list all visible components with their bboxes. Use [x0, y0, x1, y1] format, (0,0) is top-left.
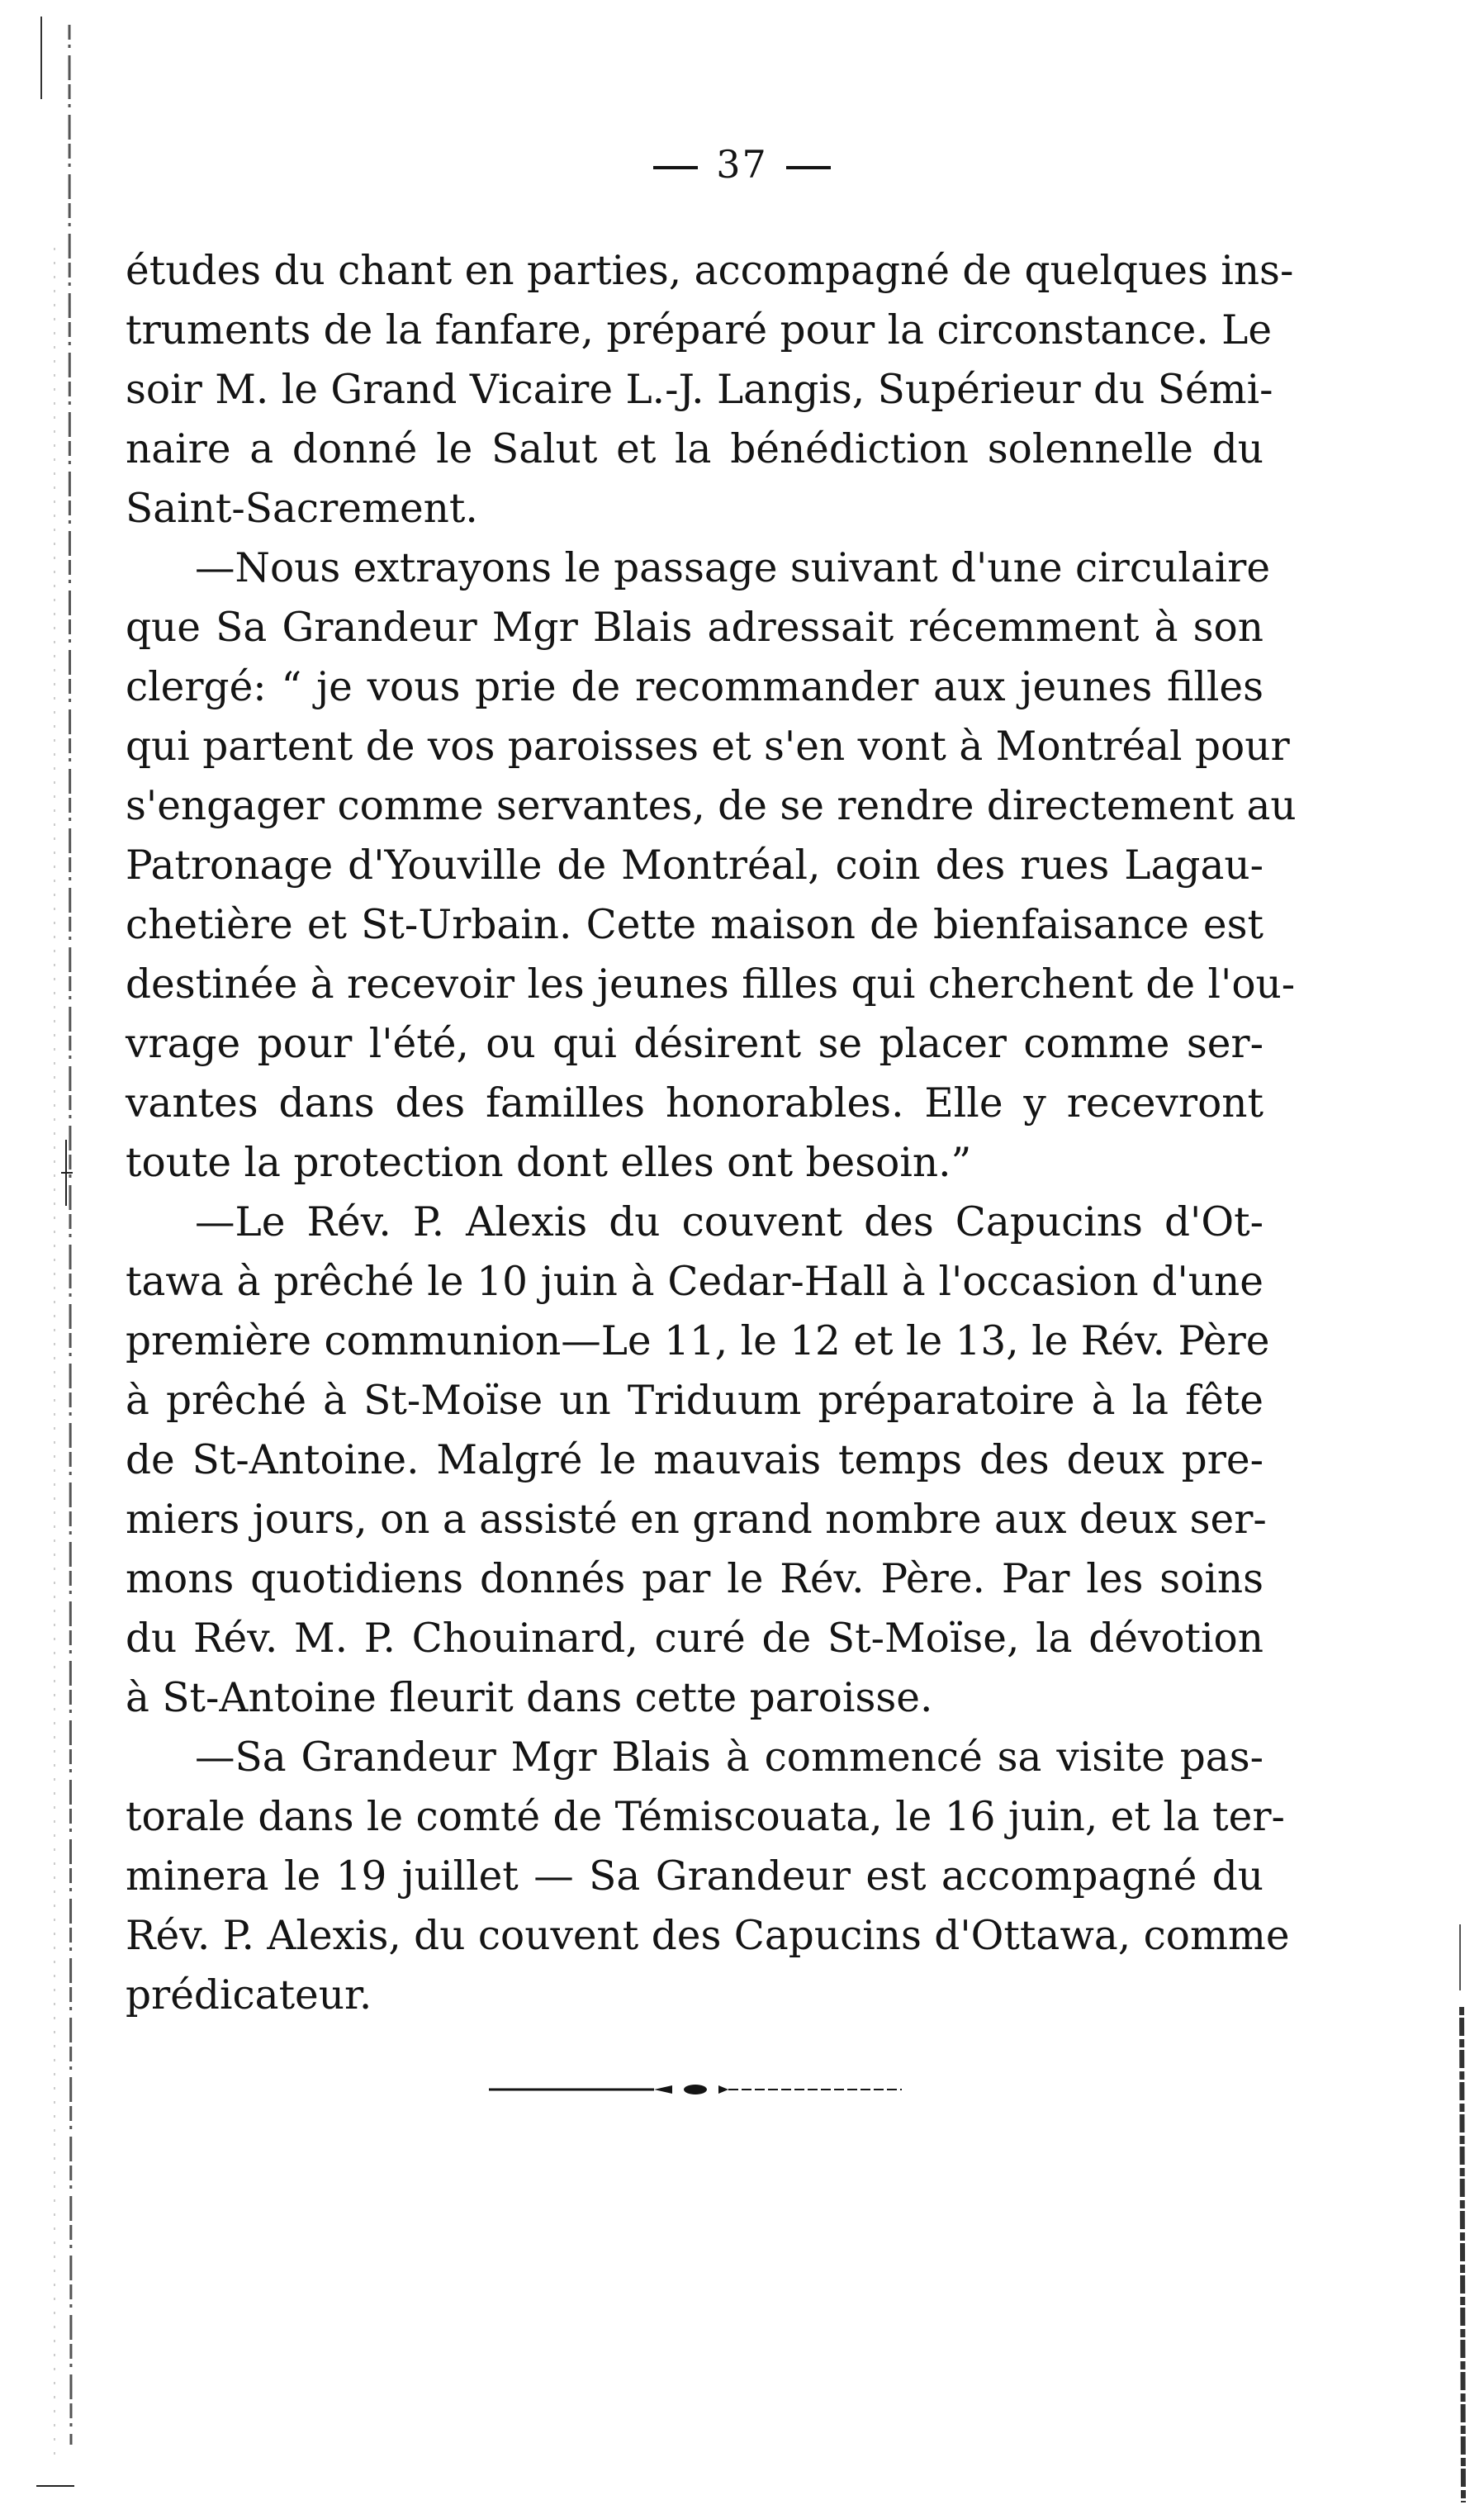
text-line: miers jours, on a assisté en grand nombre aux deux ser-	[126, 1497, 1267, 1543]
text-line: soir M. le Grand Vicaire L.-J. Langis, Supérieur du Sémi-	[126, 367, 1273, 413]
text-line: toute la protection dont elles ont besoin.”	[126, 1140, 972, 1186]
text-line: truments de la fanfare, préparé pour la circonstance. Le	[126, 307, 1273, 353]
section-end-ornament	[489, 2081, 902, 2098]
text-line: Patronage d'Youville de Montréal, coin des rues Lagau-	[126, 842, 1264, 889]
text-line: mons quotidiens donnés par le Rév. Père. Par les soins	[126, 1556, 1264, 1602]
page-number	[0, 142, 1484, 187]
text-line: à prêché à St-Moïse un Triduum préparatoire à la fête	[126, 1378, 1264, 1424]
text-line: que Sa Grandeur Mgr Blais adressait récemment à son	[126, 605, 1264, 651]
text-line: torale dans le comté de Témiscouata, le 16 juin, et la ter-	[126, 1794, 1285, 1840]
text-line: prédicateur.	[126, 1972, 372, 2019]
text-line: de St-Antoine. Malgré le mauvais temps des deux pre-	[126, 1437, 1264, 1483]
text-line: première communion—Le 11, le 12 et le 13, le Rév. Père	[126, 1318, 1270, 1364]
paragraph-visite	[126, 1728, 1290, 2025]
text-line: —Sa Grandeur Mgr Blais à commencé sa visite pas-	[195, 1734, 1264, 1781]
text-line: vrage pour l'été, ou qui désirent se placer comme ser-	[126, 1021, 1264, 1067]
text-line: —Nous extrayons le passage suivant d'une circulaire	[195, 545, 1271, 591]
page-number-dash-right	[786, 166, 831, 169]
text-line: naire a donné le Salut et la bénédiction solennelle du	[126, 426, 1264, 472]
text-line: minera le 19 juillet — Sa Grandeur est accompagné du	[126, 1853, 1264, 1900]
page-number-text: 37	[716, 142, 768, 187]
text-line: du Rév. M. P. Chouinard, curé de St-Moïse, la dévotion	[126, 1615, 1264, 1662]
text-line: tawa à prêché le 10 juin à Cedar-Hall à l'occasion d'une	[126, 1259, 1264, 1305]
text-line: destinée à recevoir les jeunes filles qui cherchent de l'ou-	[126, 961, 1296, 1008]
text-line: clergé: “ je vous prie de recommander aux jeunes filles	[126, 664, 1264, 710]
text-line: études du chant en parties, accompagné de quelques ins-	[126, 248, 1294, 294]
text-line: chetière et St-Urbain. Cette maison de bienfaisance est	[126, 902, 1264, 948]
text-line: —Le Rév. P. Alexis du couvent des Capucins d'Ot-	[195, 1199, 1264, 1245]
text-line: à St-Antoine fleurit dans cette paroisse.	[126, 1675, 933, 1721]
text-line: Saint-Sacrement.	[126, 486, 478, 532]
paragraph-chant	[126, 241, 1294, 538]
text-line: qui partent de vos paroisses et s'en vont à Montréal pour	[126, 723, 1290, 770]
text-line: s'engager comme servantes, de se rendre directement au	[126, 783, 1297, 829]
scan-edge-right	[1453, 1924, 1470, 2519]
text-line: Rév. P. Alexis, du couvent des Capucins d'Ottawa, comme	[126, 1913, 1290, 1959]
paragraph-alexis	[126, 1193, 1270, 1728]
page-number-dash-left	[653, 166, 698, 169]
paragraph-circulaire	[126, 538, 1297, 1193]
body-text	[126, 241, 1297, 2025]
scan-edge-left	[36, 0, 74, 2507]
text-line: vantes dans des familles honorables. Elle y recevront	[126, 1080, 1264, 1127]
